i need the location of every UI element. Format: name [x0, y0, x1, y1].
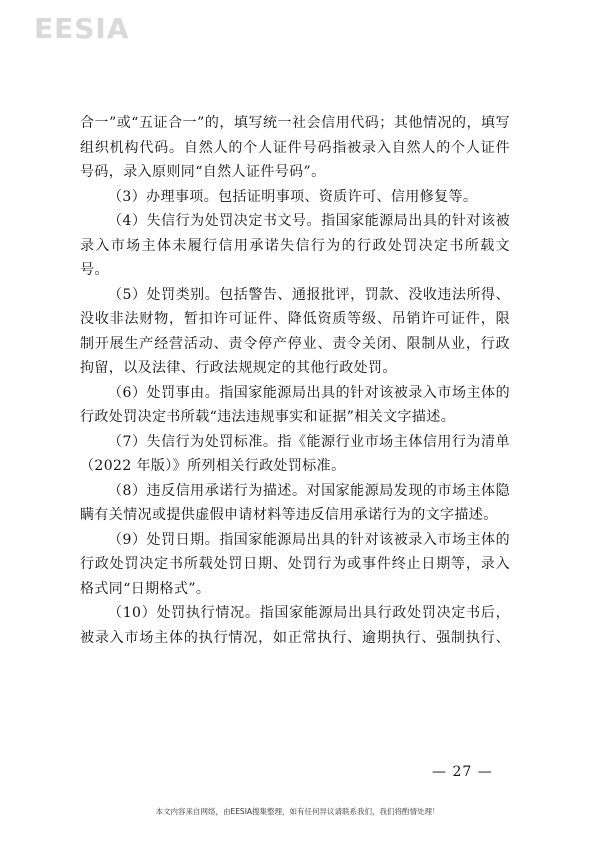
text-line: 行政处罚决定书所载处罚日期、处罚行为或事件终止日期等，录入 [80, 556, 510, 572]
text-line: 被录入市场主体的执行情况，如正常执行、逾期执行、强制执行、 [80, 629, 510, 646]
paragraph-5-line: （5）处罚类别。包括警告、通报批评，罚款、没收违法所得、 [108, 286, 510, 303]
text-line: 行政处罚决定书所载“违法违规事实和证据”相关文字描述。 [80, 409, 456, 425]
text-line: 号。 [80, 262, 109, 278]
document-body [80, 111, 510, 650]
paragraph-8-line: （8）违反信用承诺行为描述。对国家能源局发现的市场主体隐 [108, 482, 510, 499]
paragraph-3-line: （3）办理事项。包括证明事项、资质许可、信用修复等。 [108, 188, 478, 205]
paragraph-6-line: （6）处罚事由。指国家能源局出具的针对该被录入市场主体的 [108, 384, 510, 401]
text-line: 格式同“日期格式”。 [80, 580, 211, 597]
text-line: 制开展生产经营活动、责令停产停业、责令关闭、限制从业，行政 [80, 335, 510, 352]
eesia-logo: EESIA [34, 12, 130, 45]
text-line: 拘留，以及法律、行政法规规定的其他行政处罚。 [80, 360, 397, 376]
text-line: 号码，录入原则同“自然人证件号码”。 [80, 164, 326, 180]
page-number: — 27 — [432, 764, 493, 780]
text-line: 组织机构代码。自然人的个人证件号码指被录入自然人的个人证件 [80, 139, 510, 156]
paragraph-10-line: （10）处罚执行情况。指国家能源局出具行政处罚决定书后， [108, 605, 510, 621]
text-line: 瞒有关情况或提供虚假申请材料等违反信用承诺行为的文字描述。 [80, 507, 498, 523]
text-line: 合一”或“五证合一”的，填写统一社会信用代码；其他情况的，填写 [80, 115, 510, 131]
paragraph-9-line: （9）处罚日期。指国家能源局出具的针对该被录入市场主体的 [108, 531, 510, 548]
paragraph-7-line: （7）失信行为处罚标准。指《能源行业市场主体信用行为清单 [108, 433, 510, 450]
text-line: 录入市场主体未履行信用承诺失信行为的行政处罚决定书所载文 [80, 237, 510, 254]
text-line: （2022 年版）》所列相关行政处罚标准。 [80, 458, 346, 474]
paragraph-4-line: （4）失信行为处罚决定书文号。指国家能源局出具的针对该被 [108, 213, 510, 229]
footer-disclaimer: 本文内容来自网络，由EESIA搜集整理，如有任何异议请联系我们，我们将酌情处理！ [155, 807, 440, 816]
text-line: 没收非法财物，暂扣许可证件、降低资质等级、吊销许可证件，限 [80, 311, 510, 327]
